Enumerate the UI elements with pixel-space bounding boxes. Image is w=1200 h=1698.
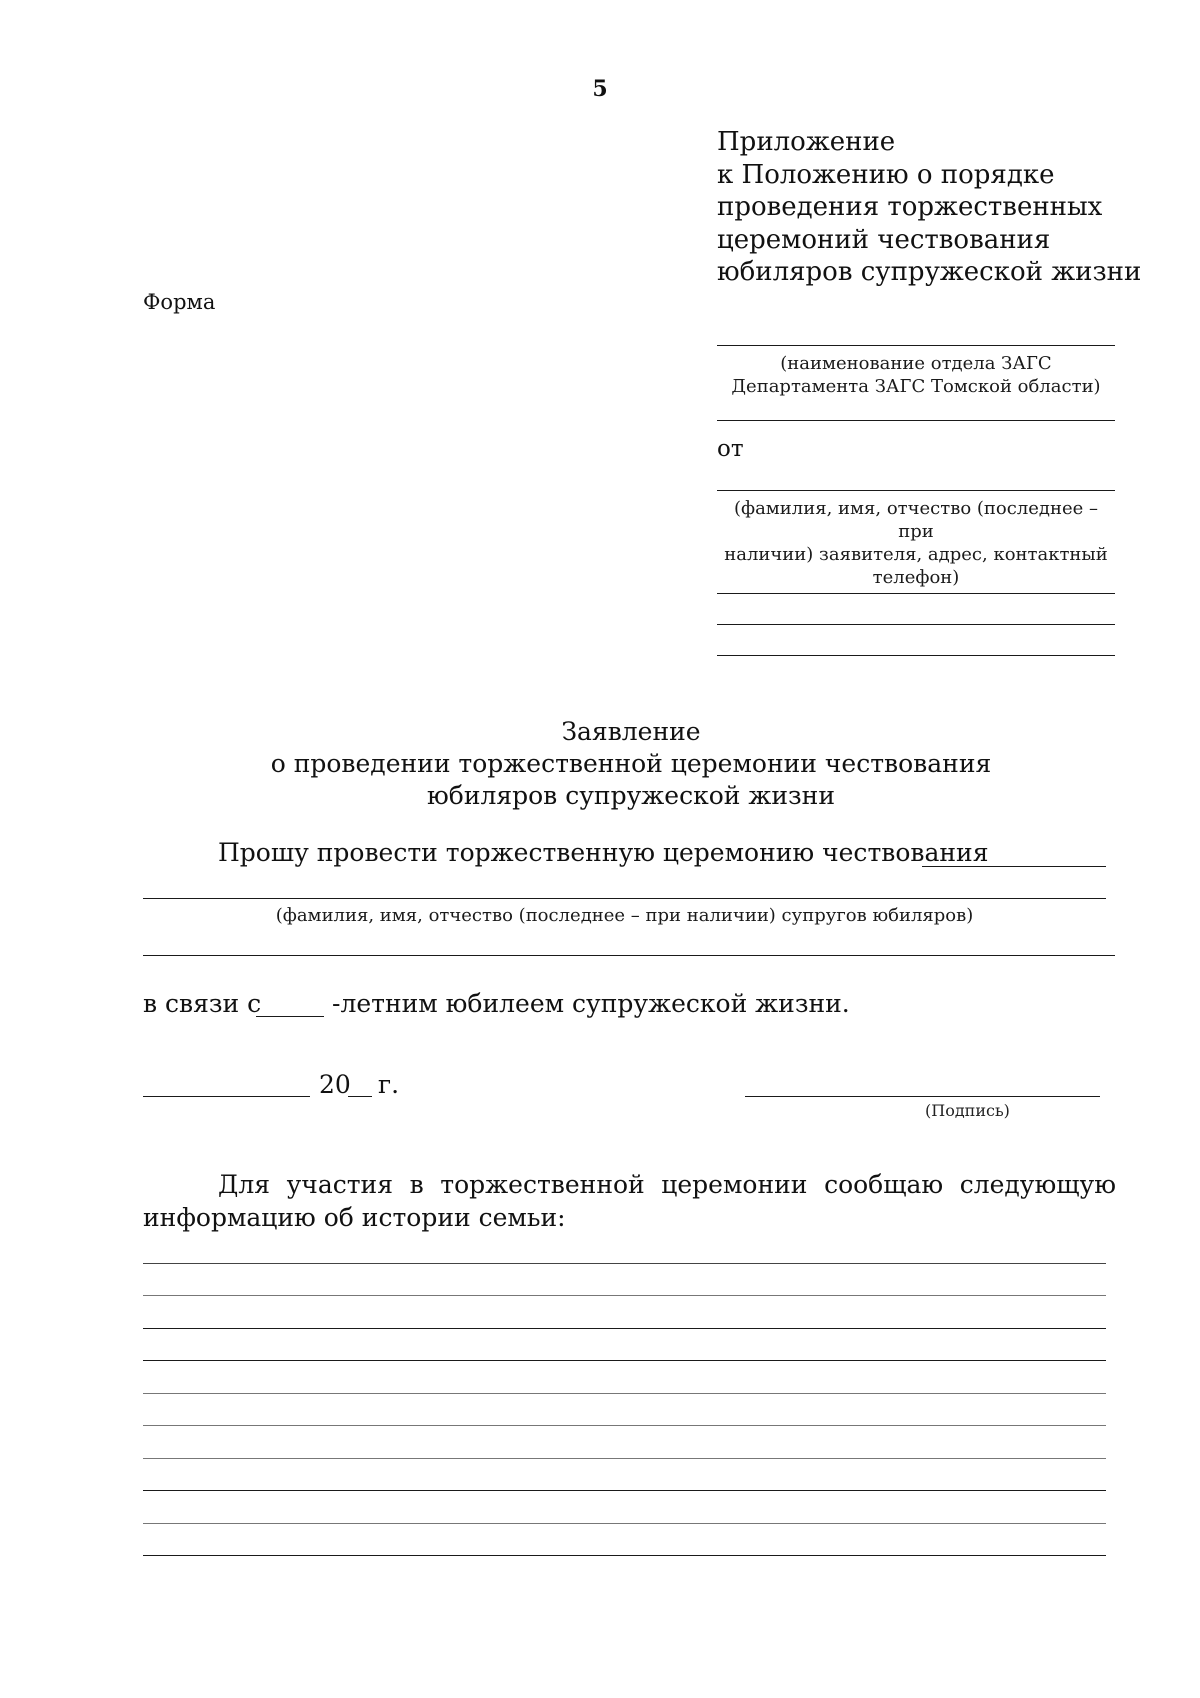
form-label: Форма [143, 290, 216, 314]
applicant-address-line[interactable] [717, 624, 1115, 625]
anniversary-years-field[interactable] [256, 1016, 324, 1017]
zags-department-field-extra[interactable] [717, 420, 1115, 421]
appendix-header [717, 126, 1141, 289]
appendix-line: к Положению о порядке [717, 159, 1055, 190]
history-paragraph [143, 1168, 1116, 1234]
history-line[interactable] [143, 1523, 1106, 1524]
request-text: Прошу провести торжественную церемонию чествования [218, 838, 989, 867]
date-field[interactable] [143, 1096, 310, 1097]
history-line[interactable] [143, 1360, 1106, 1361]
appendix-line: Приложение [717, 127, 896, 157]
history-line[interactable] [143, 1295, 1106, 1296]
history-line[interactable] [143, 1555, 1106, 1556]
spouses-name-field-extra[interactable] [143, 955, 1115, 956]
history-line[interactable] [143, 1458, 1106, 1459]
document-title [0, 716, 1200, 812]
signature-field[interactable] [745, 1096, 1100, 1097]
title-line: о проведении торжественной церемонии чествования [270, 749, 992, 778]
history-line[interactable] [143, 1393, 1106, 1394]
signature-caption: (Подпись) [925, 1101, 1010, 1120]
from-label: от [717, 436, 744, 462]
applicant-field[interactable] [717, 490, 1115, 491]
anniversary-suffix: -летним юбилеем супружеской жизни. [332, 989, 850, 1018]
applicant-caption [717, 497, 1115, 589]
appendix-line: церемоний чествования [717, 224, 1051, 255]
year-prefix: 20 [319, 1070, 351, 1099]
zags-department-field[interactable] [717, 345, 1115, 346]
zags-department-caption [717, 352, 1115, 398]
history-line[interactable] [143, 1328, 1106, 1329]
appendix-line: юбиляров супружеской жизни [717, 257, 1142, 287]
title-line: Заявление [561, 717, 701, 746]
spouses-name-field[interactable] [143, 898, 1106, 899]
appendix-line: проведения торжественных [717, 192, 1103, 222]
caption-line: наличии) заявителя, адрес, контактный [724, 544, 1108, 565]
caption-line: Департамента ЗАГС Томской области) [731, 376, 1101, 397]
applicant-address-line[interactable] [717, 593, 1115, 594]
history-line[interactable] [143, 1263, 1106, 1264]
applicant-phone-line[interactable] [717, 655, 1115, 656]
caption-line: (наименование отдела ЗАГС [780, 353, 1052, 374]
year-suffix: г. [378, 1070, 400, 1099]
spouses-name-field-start[interactable] [922, 866, 1106, 867]
caption-line: телефон) [872, 567, 960, 588]
history-line[interactable] [143, 1490, 1106, 1491]
title-line: юбиляров супружеской жизни [427, 781, 835, 810]
year-field[interactable] [348, 1096, 372, 1097]
history-line[interactable] [143, 1425, 1106, 1426]
history-text: Для участия в торжественной церемонии сообщаю следующую информацию об истории семьи: [143, 1170, 1116, 1232]
caption-line: (фамилия, имя, отчество (последнее – при [733, 498, 1099, 542]
page-number: 5 [592, 76, 608, 102]
anniversary-prefix: в связи с [143, 989, 262, 1018]
spouses-caption: (фамилия, имя, отчество (последнее – при наличии) супругов юбиляров) [275, 905, 974, 926]
